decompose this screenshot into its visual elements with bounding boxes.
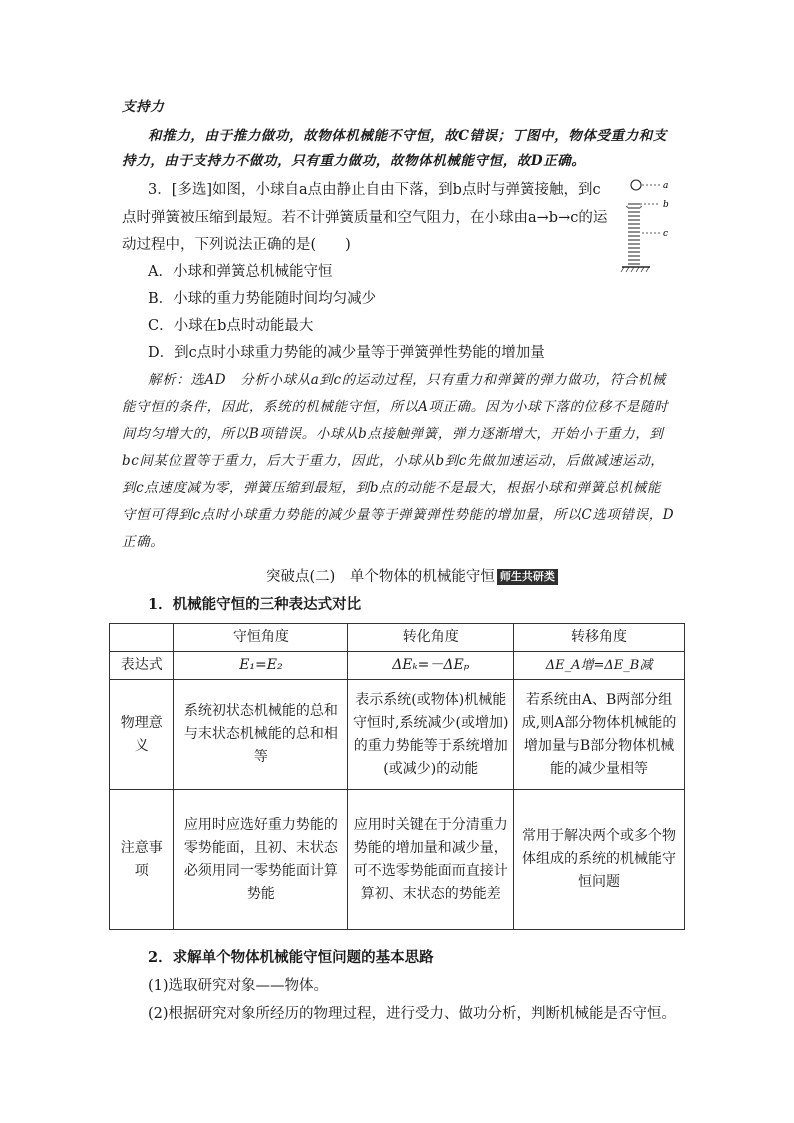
analysis-line: 正确。 <box>122 534 165 550</box>
table-cell: E₁=E₂ <box>174 652 348 680</box>
option-a: A．小球和弹簧总机械能守恒 <box>148 264 333 280</box>
analysis-line: 能守恒的条件，因此，系统的机械能守恒，所以A项正确。因为小球下落的位移不是随时 <box>122 399 669 415</box>
table-cell: 常用于解决两个或多个物体组成的系统的机械能守恒问题 <box>514 790 685 930</box>
table-row <box>110 680 685 790</box>
label-a: a <box>663 181 669 191</box>
section-title: 突破点(二) 单个物体的机械能守恒 <box>266 569 495 585</box>
text-line: 支持力 <box>122 99 165 115</box>
table-row <box>110 624 685 652</box>
ball-icon <box>631 180 641 190</box>
spring-icon <box>628 204 640 264</box>
step-line: (1)选取研究对象——物体。 <box>148 978 329 994</box>
table-cell: 转移角度 <box>514 624 685 652</box>
comparison-table <box>109 623 685 930</box>
question-3-line: 动过程中，下列说法正确的是( ) <box>122 237 351 253</box>
label-b: b <box>663 200 669 210</box>
analysis-line: 到c点速度减为零，弹簧压缩到最短，到b点的动能不是最大，根据小球和弹簧总机械能 <box>122 480 662 496</box>
table-cell: 守恒角度 <box>174 624 348 652</box>
table-cell: ΔE_A增=ΔE_B减 <box>514 652 685 680</box>
table-cell: 应用时应选好重力势能的零势能面，且初、末状态必须用同一零势能面计算势能 <box>174 790 348 930</box>
table-cell: 转化角度 <box>348 624 514 652</box>
table-cell: 物理意义 <box>110 680 174 790</box>
table-cell: 应用时关键在于分清重力势能的增加量和减少量，可不选零势能面而直接计算初、末状态的势能差 <box>348 790 514 930</box>
ball-spring-figure <box>620 175 680 275</box>
option-d: D．到c点时小球重力势能的减少量等于弹簧弹性势能的增加量 <box>148 345 545 361</box>
label-c: c <box>663 229 669 239</box>
question-3-line: 点时弹簧被压缩到最短。若不计弹簧质量和空气阻力，在小球由a→b→c的运 <box>122 210 608 226</box>
analysis-line: 间均匀增大的，所以B项错误。小球从b点接触弹簧，弹力逐渐增大，开始小于重力，到 <box>122 426 664 442</box>
table-cell <box>110 624 174 652</box>
section-heading <box>266 567 558 587</box>
table-cell: 系统初状态机械能的总和与末状态机械能的总和相等 <box>174 680 348 790</box>
analysis-line: 守恒可得到c点时小球重力势能的减少量等于弹簧弹性势能的增加量，所以C选项错误，D <box>122 507 675 523</box>
analysis-line: 解析：选AD 分析小球从a到c的运动过程，只有重力和弹簧的弹力做功，符合机械 <box>148 372 666 388</box>
table-cell: 若系统由A、B两部分组成,则A部分物体机械能的增加量与B部分物体机械能的减少量相等 <box>514 680 685 790</box>
ground-hatch <box>621 267 649 272</box>
analysis-line: bc间某位置等于重力，后大于重力，因此，小球从b到c先做加速运动，后做减速运动， <box>122 453 665 469</box>
text-line: 持力，由于支持力不做功，只有重力做功，故物体机械能守恒，故D正确。 <box>122 153 586 169</box>
option-b: B．小球的重力势能随时间均匀减少 <box>148 291 377 307</box>
option-c: C．小球在b点时动能最大 <box>148 318 314 334</box>
table-row <box>110 790 685 930</box>
step-line: (2)根据研究对象所经历的物理过程，进行受力、做功分析，判断机械能是否守恒。 <box>148 1006 677 1022</box>
table-cell: 注意事项 <box>110 790 174 930</box>
question-3-line: 3．[多选]如图，小球自a点由静止自由下落，到b点时与弹簧接触，到c <box>148 182 601 198</box>
table-row <box>110 652 685 680</box>
table-cell: ΔEₖ=－ΔEₚ <box>348 652 514 680</box>
table-cell: 表示系统(或物体)机械能守恒时,系统减少(或增加)的重力势能等于系统增加(或减少)的动能 <box>348 680 514 790</box>
table-cell: 表达式 <box>110 652 174 680</box>
subheading: 1．机械能守恒的三种表达式对比 <box>148 596 362 613</box>
subheading: 2．求解单个物体机械能守恒问题的基本思路 <box>148 949 434 966</box>
text-line: 和推力，由于推力做功，故物体机械能不守恒，故C错误；丁图中，物体受重力和支 <box>148 128 667 144</box>
section-tag: 师生共研类 <box>497 569 558 585</box>
